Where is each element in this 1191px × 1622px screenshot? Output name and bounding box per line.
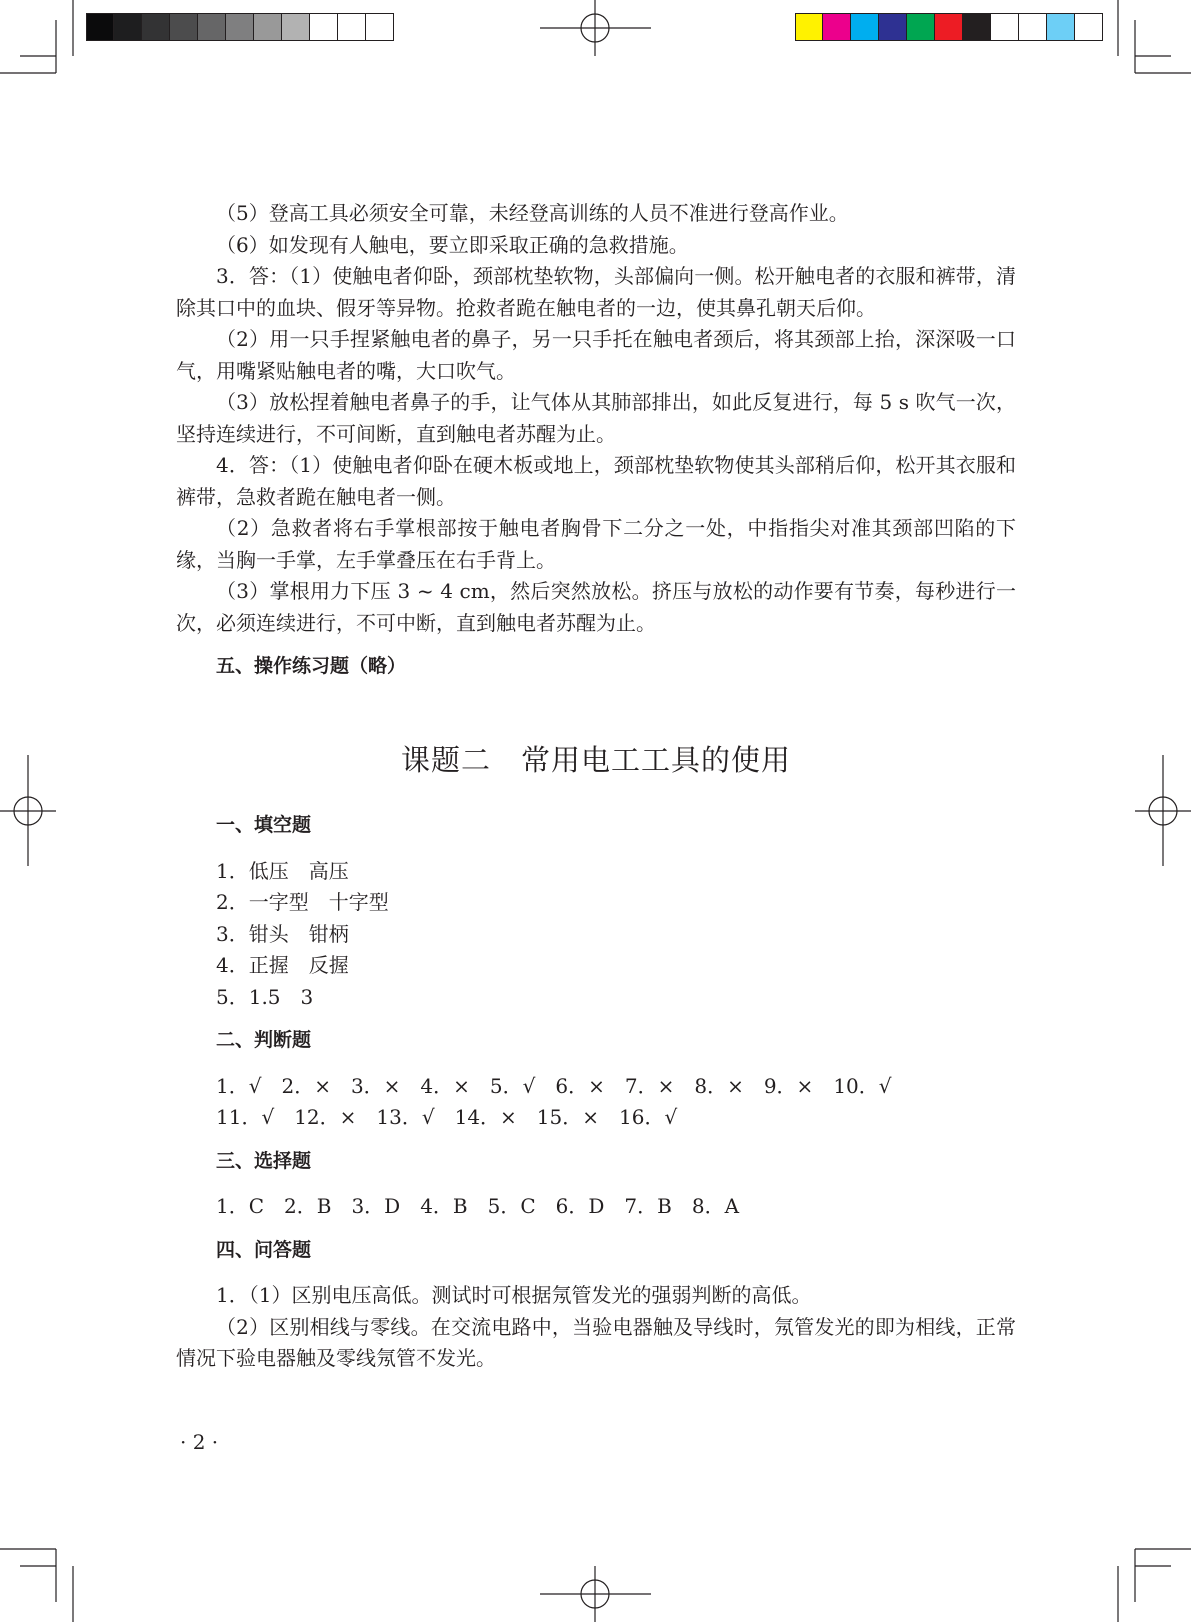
color-swatch	[114, 13, 142, 41]
color-swatch	[338, 13, 366, 41]
color-swatch	[795, 13, 823, 41]
judge-answers-row: 11．√ 12．× 13．√ 14．× 15．× 16．√	[216, 1105, 678, 1129]
judge-answers-row: 1．√ 2．× 3．× 4．× 5．√ 6．× 7．× 8．× 9．× 10．√	[216, 1073, 892, 1098]
section-heading: 三、选择题	[216, 1149, 312, 1172]
paragraph: （2）用一只手捏紧触电者的鼻子，另一只手托在触电者颈后，将其颈部上抬，深深吸一口气，用嘴紧贴触电者的嘴，大口吹气。	[176, 327, 1016, 383]
color-bar	[795, 13, 1103, 41]
section-heading: 一、填空题	[216, 814, 312, 836]
color-swatch	[1075, 13, 1103, 41]
color-swatch	[254, 13, 282, 41]
color-swatch	[310, 13, 338, 41]
paragraph: （3）放松捏着触电者鼻子的手，让气体从其肺部排出，如此反复进行，每 5 s 吹气一次，坚持连续进行，不可间断，直到触电者苏醒为止。	[176, 390, 1016, 446]
color-swatch	[366, 13, 394, 41]
list-item: 1．低压 高压	[216, 858, 349, 883]
color-swatch	[907, 13, 935, 41]
chapter-title: 课题二 常用电工工具的使用	[400, 742, 791, 777]
paragraph: （3）掌根用力下压 3 ~ 4 cm，然后突然放松。挤压与放松的动作要有节奏，每秒进行一次，必须连续进行，不可中断，直到触电者苏醒为止。	[176, 579, 1016, 635]
paragraph: （2）急救者将右手掌根部按于触电者胸骨下二分之一处，中指指尖对准其颈部凹陷的下缘，当胸一手掌，左手掌叠压在右手背上。	[176, 516, 1016, 572]
paragraph: 4．答：（1）使触电者仰卧在硬木板或地上，颈部枕垫软物使其头部稍后仰，松开其衣服和裤带，急救者跪在触电者一侧。	[176, 453, 1016, 509]
gray-scale-bar	[86, 13, 394, 41]
color-swatch	[879, 13, 907, 41]
page-content	[176, 198, 1016, 1375]
paragraph: （5）登高工具必须安全可靠，未经登高训练的人员不准进行登高作业。	[216, 201, 849, 225]
list-item: 5．1.5 3	[216, 984, 314, 1009]
choice-answers-row: 1．C 2．B 3．D 4．B 5．C 6．D 7．B 8．A	[216, 1194, 740, 1218]
paragraph: 3．答：（1）使触电者仰卧，颈部枕垫软物，头部偏向一侧。松开触电者的衣服和裤带，清除其口中的血块、假牙等异物。抢救者跪在触电者的一边，使其鼻孔朝天后仰。	[176, 264, 1016, 320]
color-swatch	[282, 13, 310, 41]
color-swatch	[198, 13, 226, 41]
color-swatch	[1019, 13, 1047, 41]
fill-answers	[176, 856, 1016, 1014]
color-swatch	[170, 13, 198, 41]
list-item: 3．钳头 钳柄	[216, 921, 349, 946]
section-heading: 四、问答题	[216, 1238, 312, 1261]
color-swatch	[935, 13, 963, 41]
color-swatch	[823, 13, 851, 41]
color-swatch	[142, 13, 170, 41]
page-number: · 2 ·	[180, 1430, 219, 1454]
color-swatch	[226, 13, 254, 41]
color-swatch	[991, 13, 1019, 41]
paragraph: （6）如发现有人触电，要立即采取正确的急救措施。	[216, 232, 689, 257]
color-swatch	[1047, 13, 1075, 41]
list-item: 4．正握 反握	[216, 953, 349, 977]
section-heading: 二、判断题	[216, 1029, 312, 1051]
color-swatch	[851, 13, 879, 41]
color-swatch	[963, 13, 991, 41]
section-heading: 五、操作练习题（略）	[216, 655, 407, 677]
paragraph: （2）区别相线与零线。在交流电路中，当验电器触及导线时，氖管发光的即为相线，正常情况下验电器触及零线氖管不发光。	[176, 1314, 1016, 1370]
color-swatch	[86, 13, 114, 41]
paragraph: 1．（1）区别电压高低。测试时可根据氖管发光的强弱判断的高低。	[216, 1283, 812, 1307]
list-item: 2．一字型 十字型	[216, 890, 389, 914]
